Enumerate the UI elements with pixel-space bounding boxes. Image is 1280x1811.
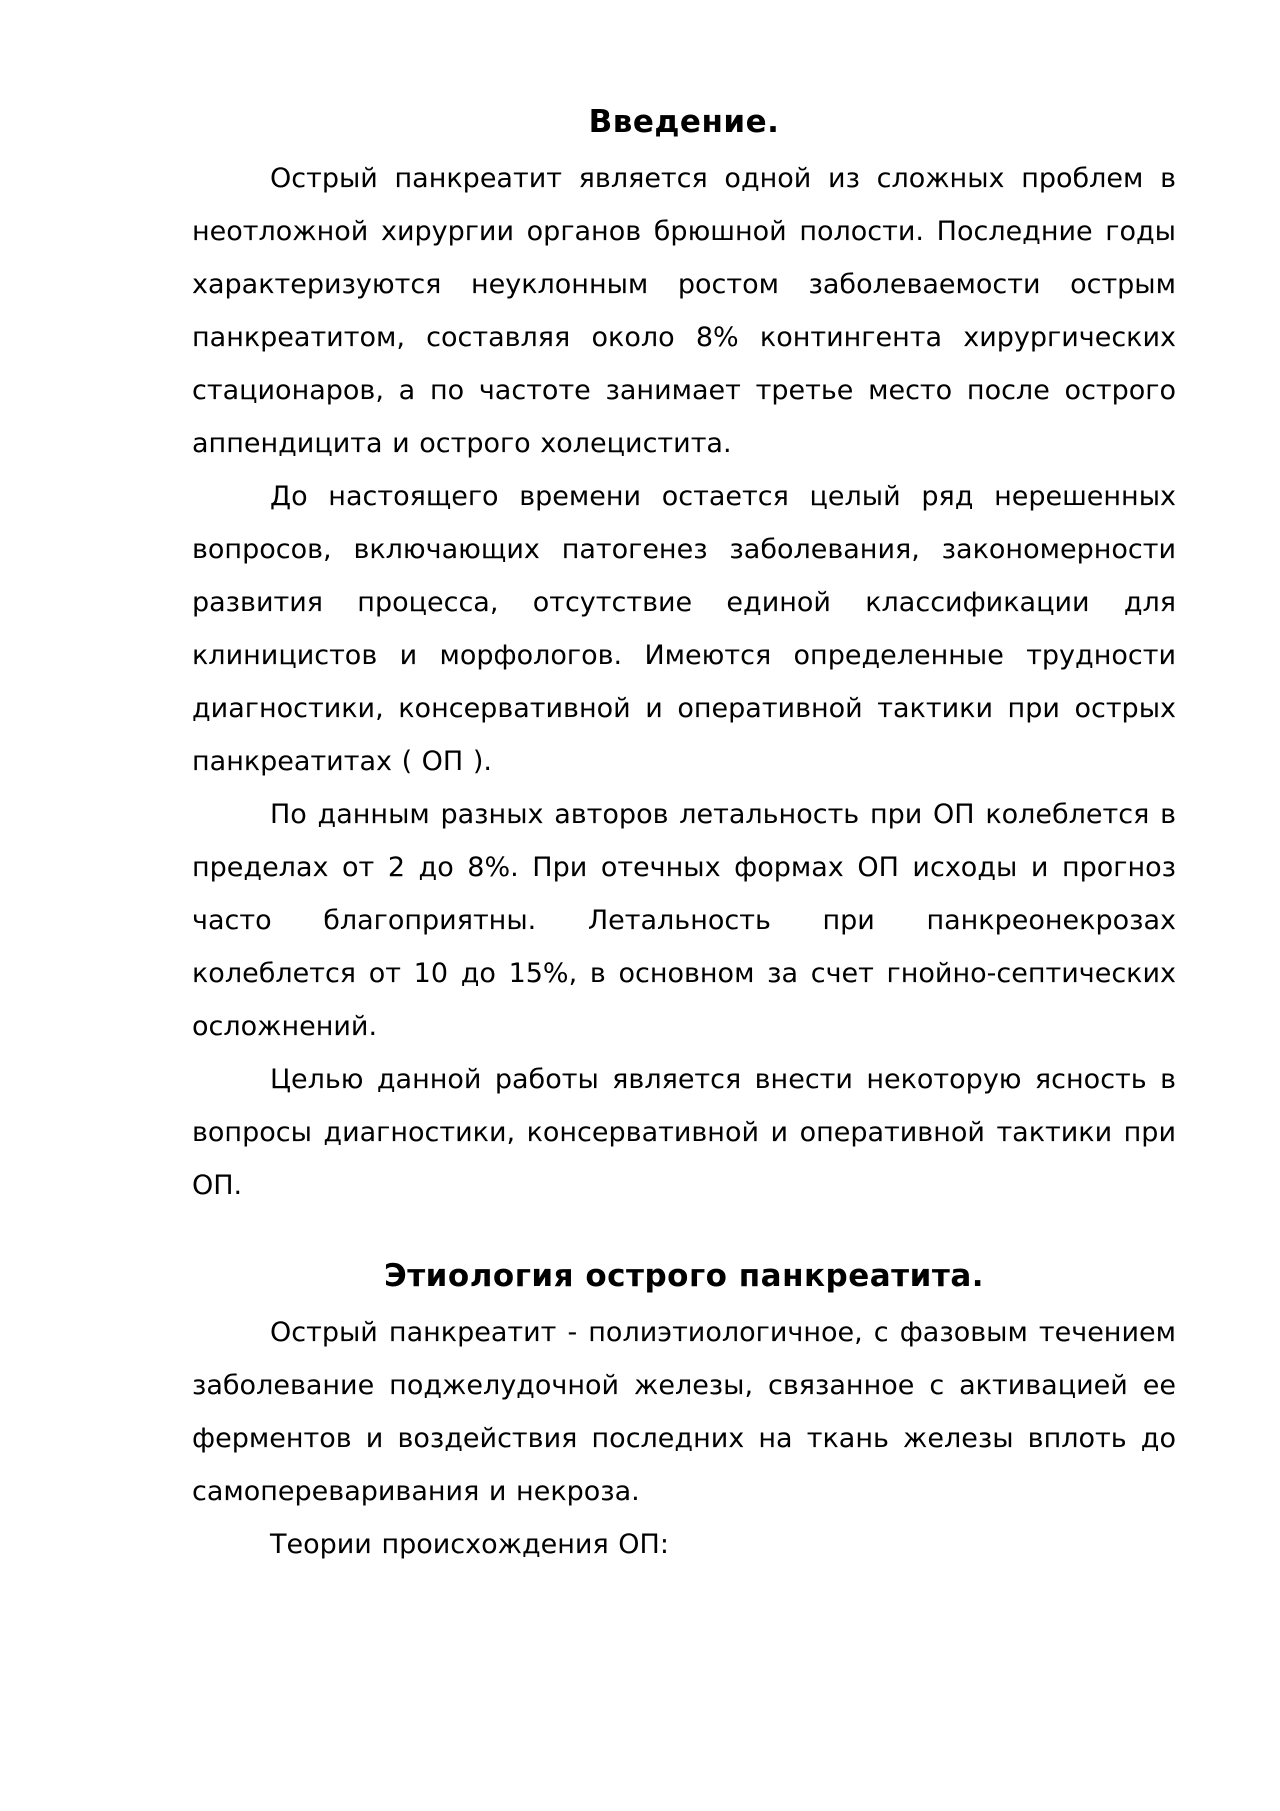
- etiology-heading: Этиология острого панкреатита.: [383, 1258, 985, 1294]
- document-page: [192, 100, 1176, 1571]
- intro-paragraph-3: По данным разных авторов летальность при ОП колеблется в пределах от 2 до 8%. При отечных формах ОП исходы и прогноз часто благоприятны. Летальность при панкреонекрозах колеблется от 10 до 15%, в основном за счет гнойно-септических осложнений.: [192, 799, 1176, 1042]
- intro-paragraph-2: До настоящего времени остается целый ряд нерешенных вопросов, включающих патогенез заболевания, закономерности развития процесса, отсутствие единой классификации для клиницистов и морфологов. Имеются определенные трудности диагностики, консервативной и оперативной тактики при острых панкреатитах ( ОП ).: [192, 481, 1176, 777]
- intro-paragraph-4: Целью данной работы является внести некоторую ясность в вопросы диагностики, консервативной и оперативной тактики при ОП.: [192, 1064, 1176, 1201]
- etiology-paragraph-1: Острый панкреатит - полиэтиологичное, с фазовым течением заболевание поджелудочной железы, связанное с активацией ее ферментов и воздействия последних на ткань железы вплоть до самопереваривания и некроза.: [192, 1317, 1176, 1507]
- intro-heading: Введение.: [588, 104, 780, 140]
- intro-paragraph-1: Острый панкреатит является одной из сложных проблем в неотложной хирургии органов брюшной полости. Последние годы характеризуются неуклонным ростом заболеваемости острым панкреатитом, составляя около 8% контингента хирургических стационаров, а по частоте занимает третье место после острого аппендицита и острого холецистита.: [192, 163, 1176, 459]
- etiology-paragraph-2: Теории происхождения ОП:: [270, 1529, 669, 1560]
